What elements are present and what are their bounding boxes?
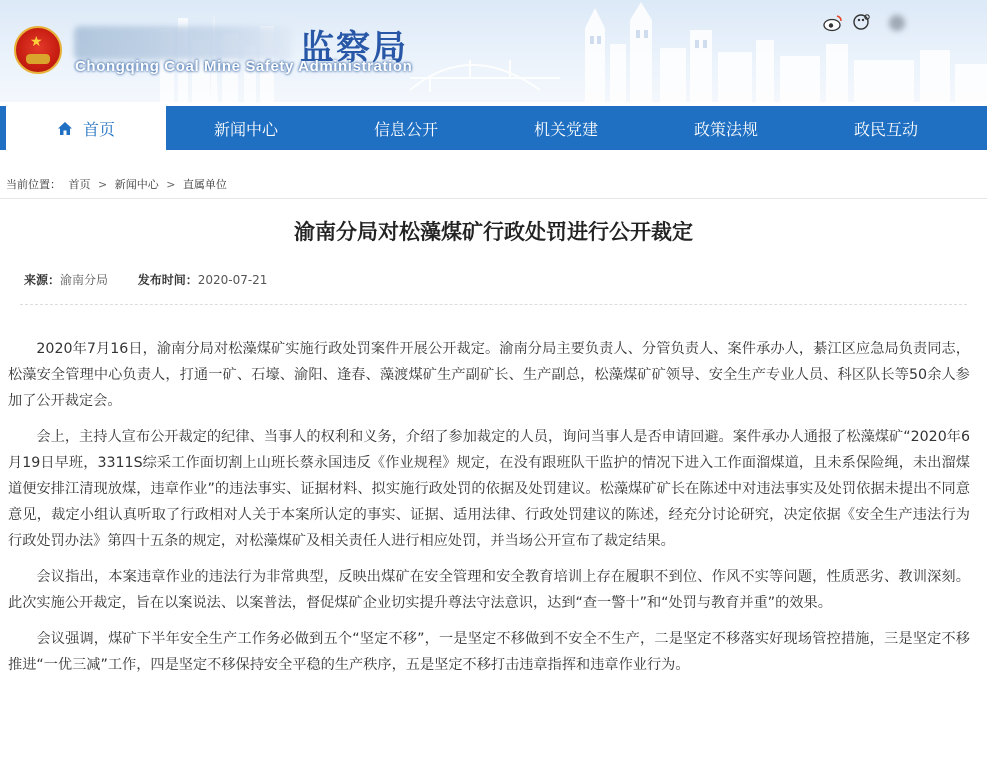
nav-item-label: 政策法规 — [693, 119, 758, 139]
article-body — [8, 336, 970, 688]
divider — [0, 198, 987, 199]
site-name: 监察局 — [300, 28, 408, 68]
nav-item-info-disclosure[interactable] — [326, 106, 486, 150]
share-icon[interactable] — [886, 12, 908, 34]
breadcrumb-separator: > — [98, 178, 108, 191]
breadcrumb-link-news[interactable]: 新闻中心 — [114, 178, 159, 191]
site-banner — [0, 0, 987, 102]
nav-item-policies[interactable] — [646, 106, 806, 150]
article-paragraph: 2020年7月16日，渝南分局对松藻煤矿实施行政处罚案件开展公开裁定。渝南分局主要负责人、分管负责人、案件承办人，綦江区应急局负责同志，松藻安全管理中心负责人，打通一矿、石壕、渝阳、逢春、藻渡煤矿生产副矿长、生产副总，松藻煤矿矿领导、安全生产专业人员、科区队长等50余人参加了公开裁定会。 — [8, 341, 970, 409]
article-paragraph: 会上，主持人宣布公开裁定的纪律、当事人的权利和义务，介绍了参加裁定的人员，询问当事人是否申请回避。案件承办人通报了松藻煤矿“2020年6月19日早班，3311S综采工作面切割上山班长蔡永国违反《作业规程》规定，在没有跟班队干监护的情况下进入工作面溜煤道，且未系保险绳，未出溜煤道便安排江清现放煤，违章作业”的违法事实、证据材料、拟实施行政处罚的依据及处罚建议。松藻煤矿矿长在陈述中对违法事实及处罚依据未提出不同意意见，裁定小组认真听取了行政相对人关于本案所认定的事实、证据、适用法律、行政处罚建议的陈述，经充分讨论研究，决定依据《安全生产违法行为行政处罚办法》第四十五条的规定，对松藻煤矿及相关责任人进行相应处罚，并当场公开宣布了裁定结果。 — [8, 429, 970, 549]
weibo-icon[interactable] — [822, 12, 844, 34]
nav-item-label: 政民互动 — [853, 119, 918, 139]
site-name-english: Chongqing Coal Mine Safety Administration — [75, 58, 413, 75]
nav-item-public-interaction[interactable] — [806, 106, 966, 150]
main-navigation — [0, 106, 987, 150]
wechat-icon[interactable] — [852, 12, 874, 34]
breadcrumb-prefix: 当前位置： — [6, 178, 61, 191]
nav-item-home[interactable] — [0, 106, 166, 150]
nav-item-party-building[interactable] — [486, 106, 646, 150]
blurred-site-prefix — [74, 26, 292, 60]
national-emblem-icon: ★ — [14, 26, 62, 74]
breadcrumb-link-home[interactable]: 首页 — [68, 178, 91, 191]
publish-date: 2020-07-21 — [197, 273, 268, 287]
article-meta — [24, 271, 267, 288]
nav-filler — [966, 106, 987, 150]
breadcrumb-separator: > — [166, 178, 176, 191]
article-title: 渝南分局对松藻煤矿行政处罚进行公开裁定 — [294, 220, 693, 244]
nav-item-label: 首页 — [82, 119, 115, 139]
home-icon — [57, 121, 73, 136]
breadcrumb-link-affiliated-units[interactable]: 直属单位 — [182, 178, 227, 191]
breadcrumb — [6, 176, 227, 192]
article-paragraph: 会议强调，煤矿下半年安全生产工作务必做到五个“坚定不移”，一是坚定不移做到不安全不生产，二是坚定不移落实好现场管控措施，三是坚定不移推进“一优三减”工作，四是坚定不移保持安全平稳的生产秩序，五是坚定不移打击违章指挥和违章作业行为。 — [8, 631, 970, 673]
nav-item-news[interactable] — [166, 106, 326, 150]
date-label: 发布时间： — [137, 273, 198, 287]
meta-divider — [20, 304, 967, 305]
source-value: 渝南分局 — [60, 273, 109, 287]
source-label: 来源： — [24, 273, 61, 287]
article-paragraph: 会议指出，本案违章作业的违法行为非常典型，反映出煤矿在安全管理和安全教育培训上存在履职不到位、作风不实等问题，性质恶劣、教训深刻。此次实施公开裁定，旨在以案说法、以案普法，督促煤矿企业切实提升尊法守法意识，达到“查一警十”和“处罚与教育并重”的效果。 — [8, 569, 970, 611]
nav-item-label: 新闻中心 — [213, 119, 278, 139]
nav-item-label: 机关党建 — [533, 119, 598, 139]
nav-item-label: 信息公开 — [373, 119, 438, 139]
